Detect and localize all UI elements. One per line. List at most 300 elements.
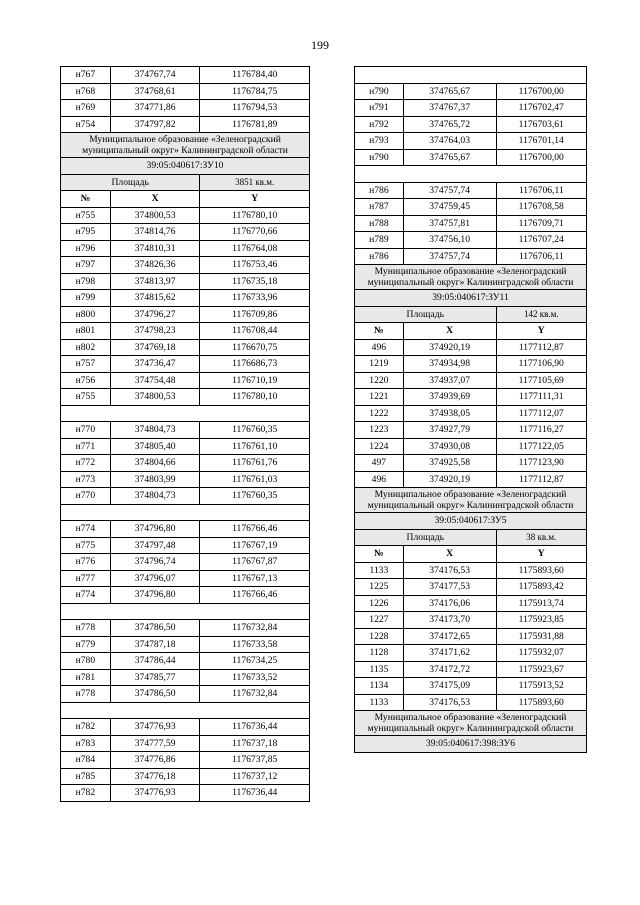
table-row — [355, 422, 587, 439]
header-y: Y — [496, 323, 586, 340]
point-number: 1223 — [355, 422, 404, 439]
point-number: 1219 — [355, 356, 404, 373]
coord-x: 374771,86 — [110, 100, 200, 117]
coord-y: 1176767,19 — [200, 537, 310, 554]
blank-separator-row — [61, 504, 310, 521]
coord-y: 1176733,52 — [200, 669, 310, 686]
coord-y: 1176732,84 — [200, 620, 310, 637]
table-row — [355, 83, 587, 100]
point-number: н784 — [61, 752, 111, 769]
point-number: н792 — [355, 116, 404, 133]
table-row — [355, 100, 587, 117]
table-header-row — [355, 323, 587, 340]
coord-y: 1176701,14 — [496, 133, 586, 150]
municipality-title-row — [355, 488, 587, 513]
coord-y: 1176761,76 — [200, 455, 310, 472]
point-number: н778 — [61, 620, 111, 637]
coord-y: 1175913,74 — [496, 595, 586, 612]
table-row — [61, 570, 310, 587]
coord-x: 374176,06 — [403, 595, 496, 612]
area-value: 3851 кв.м. — [200, 174, 310, 191]
area-value: 142 кв.м. — [496, 306, 586, 323]
table-header-row — [61, 191, 310, 208]
coord-x: 374177,53 — [403, 579, 496, 596]
coord-y: 1176760,35 — [200, 488, 310, 505]
table-row — [355, 645, 587, 662]
coord-x: 374804,66 — [110, 455, 200, 472]
coord-y: 1176766,46 — [200, 521, 310, 538]
coord-x: 374803,99 — [110, 471, 200, 488]
point-number: 1225 — [355, 579, 404, 596]
coord-y: 1176767,87 — [200, 554, 310, 571]
coordinates-table — [60, 66, 310, 802]
point-number: н801 — [61, 323, 111, 340]
coord-x: 374786,50 — [110, 620, 200, 637]
coord-x: 374176,53 — [403, 694, 496, 711]
table-row — [355, 405, 587, 422]
point-number: н778 — [61, 686, 111, 703]
table-row — [61, 422, 310, 439]
coord-y: 1176735,18 — [200, 273, 310, 290]
table-row — [355, 248, 587, 265]
table-row — [61, 323, 310, 340]
coord-x: 374767,37 — [403, 100, 496, 117]
coord-y: 1177112,87 — [496, 471, 586, 488]
point-number: н754 — [61, 116, 111, 133]
coord-x: 374736,47 — [110, 356, 200, 373]
coord-x: 374930,08 — [403, 438, 496, 455]
point-number: 1222 — [355, 405, 404, 422]
point-number: н755 — [61, 389, 111, 406]
coord-y: 1176709,71 — [496, 215, 586, 232]
blank-separator-row — [355, 67, 587, 84]
table-row — [61, 669, 310, 686]
coord-x: 374925,58 — [403, 455, 496, 472]
point-number: н777 — [61, 570, 111, 587]
table-row — [61, 372, 310, 389]
coord-x: 374777,59 — [110, 735, 200, 752]
blank-separator-row — [355, 166, 587, 183]
coord-x: 374776,93 — [110, 785, 200, 802]
coord-y: 1176700,00 — [496, 83, 586, 100]
coord-x: 374796,80 — [110, 587, 200, 604]
point-number: н789 — [355, 232, 404, 249]
table-row — [355, 389, 587, 406]
coord-x: 374939,69 — [403, 389, 496, 406]
table-row — [61, 207, 310, 224]
coord-x: 374776,18 — [110, 768, 200, 785]
area-label: Площадь — [61, 174, 200, 191]
point-number: 1220 — [355, 372, 404, 389]
table-row — [61, 389, 310, 406]
point-number: н786 — [355, 182, 404, 199]
coord-x: 374937,07 — [403, 372, 496, 389]
coord-x: 374765,72 — [403, 116, 496, 133]
cadastre-number: 39:05:040617:398:ЗУ6 — [355, 736, 587, 753]
point-number: н791 — [355, 100, 404, 117]
coord-x: 374786,50 — [110, 686, 200, 703]
coord-x: 374826,36 — [110, 257, 200, 274]
table-row — [355, 471, 587, 488]
coord-y: 1176733,96 — [200, 290, 310, 307]
point-number: н797 — [61, 257, 111, 274]
header-x: X — [110, 191, 200, 208]
coord-y: 1177112,07 — [496, 405, 586, 422]
table-row — [355, 356, 587, 373]
coord-x: 374765,67 — [403, 149, 496, 166]
point-number: н755 — [61, 207, 111, 224]
coord-x: 374813,97 — [110, 273, 200, 290]
blank-separator-row — [61, 603, 310, 620]
table-row — [355, 133, 587, 150]
coord-y: 1176732,84 — [200, 686, 310, 703]
coord-y: 1176737,18 — [200, 735, 310, 752]
point-number: н790 — [355, 149, 404, 166]
coord-y: 1176707,24 — [496, 232, 586, 249]
coord-y: 1176784,75 — [200, 83, 310, 100]
table-row — [61, 438, 310, 455]
cadastre-number-row — [61, 158, 310, 175]
table-row — [61, 719, 310, 736]
coord-y: 1175931,88 — [496, 628, 586, 645]
municipality-title: Муниципальное образование «Зеленоградский муниципальный округ» Калининградской области — [355, 488, 587, 513]
point-number: 1135 — [355, 661, 404, 678]
coord-x: 374172,65 — [403, 628, 496, 645]
point-number: н780 — [61, 653, 111, 670]
coord-y: 1176781,89 — [200, 116, 310, 133]
area-value: 38 кв.м. — [496, 529, 586, 546]
point-number: н799 — [61, 290, 111, 307]
table-row — [355, 215, 587, 232]
coord-x: 374176,53 — [403, 562, 496, 579]
coord-x: 374785,77 — [110, 669, 200, 686]
header-x: X — [403, 323, 496, 340]
table-row — [61, 455, 310, 472]
blank-cell — [61, 702, 310, 719]
coord-y: 1176733,58 — [200, 636, 310, 653]
coord-x: 374769,18 — [110, 339, 200, 356]
area-label: Площадь — [355, 306, 497, 323]
point-number: 1226 — [355, 595, 404, 612]
coord-y: 1177116,27 — [496, 422, 586, 439]
municipality-title-row — [61, 133, 310, 158]
coordinates-table-left — [60, 66, 310, 802]
coord-x: 374787,18 — [110, 636, 200, 653]
table-row — [355, 438, 587, 455]
table-row — [61, 356, 310, 373]
point-number: н779 — [61, 636, 111, 653]
coord-x: 374796,07 — [110, 570, 200, 587]
point-number: 497 — [355, 455, 404, 472]
area-label: Площадь — [355, 529, 497, 546]
point-number: н774 — [61, 521, 111, 538]
table-row — [61, 554, 310, 571]
point-number: 1227 — [355, 612, 404, 629]
table-row — [355, 678, 587, 695]
coord-y: 1176784,40 — [200, 67, 310, 84]
table-row — [355, 199, 587, 216]
coord-x: 374175,09 — [403, 678, 496, 695]
coord-x: 374798,23 — [110, 323, 200, 340]
coord-x: 374776,93 — [110, 719, 200, 736]
point-number: н786 — [355, 248, 404, 265]
table-row — [61, 116, 310, 133]
point-number: н790 — [355, 83, 404, 100]
cadastre-number: 39:05:040617:ЗУ10 — [61, 158, 310, 175]
municipality-title: Муниципальное образование «Зеленоградский муниципальный округ» Калининградской области — [355, 265, 587, 290]
point-number: н788 — [355, 215, 404, 232]
coord-x: 374171,62 — [403, 645, 496, 662]
coord-x: 374810,31 — [110, 240, 200, 257]
point-number: н798 — [61, 273, 111, 290]
coord-x: 374797,82 — [110, 116, 200, 133]
blank-cell — [61, 405, 310, 422]
coord-x: 374172,72 — [403, 661, 496, 678]
header-number: № — [355, 323, 404, 340]
coord-x: 374804,73 — [110, 422, 200, 439]
coord-y: 1175893,60 — [496, 694, 586, 711]
point-number: н781 — [61, 669, 111, 686]
point-number: н782 — [61, 719, 111, 736]
coord-y: 1176703,61 — [496, 116, 586, 133]
coord-y: 1176709,86 — [200, 306, 310, 323]
point-number: 496 — [355, 339, 404, 356]
municipality-title-row — [355, 265, 587, 290]
coord-x: 374800,53 — [110, 389, 200, 406]
coord-x: 374805,40 — [110, 438, 200, 455]
table-row — [355, 562, 587, 579]
point-number: 1221 — [355, 389, 404, 406]
coord-y: 1176670,75 — [200, 339, 310, 356]
blank-separator-row — [61, 702, 310, 719]
table-row — [61, 273, 310, 290]
blank-cell — [61, 504, 310, 521]
point-number: н782 — [61, 785, 111, 802]
point-number: 1128 — [355, 645, 404, 662]
coord-y: 1175893,60 — [496, 562, 586, 579]
coord-y: 1176764,08 — [200, 240, 310, 257]
table-row — [61, 306, 310, 323]
header-number: № — [61, 191, 111, 208]
table-row — [355, 455, 587, 472]
point-number: н795 — [61, 224, 111, 241]
coord-x: 374757,81 — [403, 215, 496, 232]
table-row — [61, 686, 310, 703]
coord-y: 1177111,31 — [496, 389, 586, 406]
coord-x: 374796,80 — [110, 521, 200, 538]
cadastre-number-row — [355, 513, 587, 530]
coord-y: 1176794,53 — [200, 100, 310, 117]
coord-x: 374796,74 — [110, 554, 200, 571]
table-row — [355, 628, 587, 645]
coord-y: 1175932,07 — [496, 645, 586, 662]
table-row — [61, 768, 310, 785]
table-row — [61, 587, 310, 604]
table-row — [61, 752, 310, 769]
point-number: н768 — [61, 83, 111, 100]
point-number: н770 — [61, 488, 111, 505]
table-row — [355, 595, 587, 612]
table-row — [61, 339, 310, 356]
area-row — [61, 174, 310, 191]
municipality-title: Муниципальное образование «Зеленоградский муниципальный округ» Калининградской области — [61, 133, 310, 158]
point-number: н774 — [61, 587, 111, 604]
point-number: н769 — [61, 100, 111, 117]
table-row — [355, 661, 587, 678]
coord-x: 374938,05 — [403, 405, 496, 422]
coord-x: 374800,53 — [110, 207, 200, 224]
table-row — [61, 488, 310, 505]
point-number: н785 — [61, 768, 111, 785]
table-row — [355, 694, 587, 711]
point-number: н773 — [61, 471, 111, 488]
coord-y: 1176734,25 — [200, 653, 310, 670]
header-y: Y — [496, 546, 586, 563]
point-number: 496 — [355, 471, 404, 488]
table-row — [61, 240, 310, 257]
table-row — [61, 785, 310, 802]
point-number: н783 — [61, 735, 111, 752]
coord-x: 374173,70 — [403, 612, 496, 629]
coord-y: 1176700,00 — [496, 149, 586, 166]
coord-y: 1176708,44 — [200, 323, 310, 340]
blank-separator-row — [61, 405, 310, 422]
coord-x: 374776,86 — [110, 752, 200, 769]
cadastre-number-row — [355, 736, 587, 753]
coord-x: 374814,76 — [110, 224, 200, 241]
point-number: н771 — [61, 438, 111, 455]
coord-y: 1176736,44 — [200, 719, 310, 736]
coordinates-table — [354, 66, 587, 753]
coord-y: 1177105,69 — [496, 372, 586, 389]
blank-cell — [61, 603, 310, 620]
coord-y: 1176780,10 — [200, 207, 310, 224]
coord-y: 1175893,42 — [496, 579, 586, 596]
coord-y: 1176736,44 — [200, 785, 310, 802]
coordinates-table-right — [354, 66, 587, 753]
blank-cell — [355, 67, 587, 84]
cadastre-number: 39:05:040617:ЗУ5 — [355, 513, 587, 530]
coord-y: 1176710,19 — [200, 372, 310, 389]
point-number: н767 — [61, 67, 111, 84]
table-row — [355, 339, 587, 356]
page-number: 199 — [311, 38, 329, 52]
coord-y: 1176702,47 — [496, 100, 586, 117]
table-row — [355, 149, 587, 166]
municipality-title-row — [355, 711, 587, 736]
table-header-row — [355, 546, 587, 563]
coord-y: 1176761,10 — [200, 438, 310, 455]
cadastre-number: 39:05:040617:ЗУ11 — [355, 290, 587, 307]
coord-y: 1176761,03 — [200, 471, 310, 488]
table-row — [355, 182, 587, 199]
coord-x: 374797,48 — [110, 537, 200, 554]
coord-y: 1175923,85 — [496, 612, 586, 629]
point-number: н756 — [61, 372, 111, 389]
coord-y: 1177106,90 — [496, 356, 586, 373]
table-row — [61, 100, 310, 117]
header-y: Y — [200, 191, 310, 208]
coord-y: 1176706,11 — [496, 182, 586, 199]
point-number: н787 — [355, 199, 404, 216]
coord-y: 1176753,46 — [200, 257, 310, 274]
coord-y: 1176708,58 — [496, 199, 586, 216]
point-number: н793 — [355, 133, 404, 150]
header-number: № — [355, 546, 404, 563]
table-row — [61, 620, 310, 637]
header-x: X — [403, 546, 496, 563]
coord-x: 374767,74 — [110, 67, 200, 84]
point-number: н800 — [61, 306, 111, 323]
table-row — [61, 471, 310, 488]
coord-y: 1175913,52 — [496, 678, 586, 695]
point-number: 1228 — [355, 628, 404, 645]
area-row — [355, 306, 587, 323]
point-number: н757 — [61, 356, 111, 373]
coord-x: 374757,74 — [403, 248, 496, 265]
point-number: 1224 — [355, 438, 404, 455]
coord-x: 374759,45 — [403, 199, 496, 216]
coord-x: 374754,48 — [110, 372, 200, 389]
blank-cell — [355, 166, 587, 183]
area-row — [355, 529, 587, 546]
table-row — [61, 290, 310, 307]
coord-x: 374927,79 — [403, 422, 496, 439]
coord-y: 1176770,66 — [200, 224, 310, 241]
point-number: н770 — [61, 422, 111, 439]
coord-x: 374920,19 — [403, 339, 496, 356]
table-row — [61, 224, 310, 241]
coord-y: 1176767,13 — [200, 570, 310, 587]
table-row — [61, 67, 310, 84]
point-number: 1134 — [355, 678, 404, 695]
cadastre-number-row — [355, 290, 587, 307]
point-number: н802 — [61, 339, 111, 356]
coord-y: 1176737,85 — [200, 752, 310, 769]
coord-x: 374796,27 — [110, 306, 200, 323]
point-number: н775 — [61, 537, 111, 554]
table-row — [355, 116, 587, 133]
table-row — [61, 83, 310, 100]
coord-x: 374764,03 — [403, 133, 496, 150]
table-row — [61, 636, 310, 653]
coord-y: 1176686,73 — [200, 356, 310, 373]
point-number: 1133 — [355, 562, 404, 579]
table-row — [61, 653, 310, 670]
coord-y: 1176706,11 — [496, 248, 586, 265]
coord-x: 374920,19 — [403, 471, 496, 488]
coord-y: 1176766,46 — [200, 587, 310, 604]
table-row — [355, 579, 587, 596]
coord-y: 1177112,87 — [496, 339, 586, 356]
table-row — [61, 735, 310, 752]
coord-x: 374804,73 — [110, 488, 200, 505]
coord-y: 1176760,35 — [200, 422, 310, 439]
coord-y: 1176780,10 — [200, 389, 310, 406]
coord-x: 374786,44 — [110, 653, 200, 670]
coord-x: 374934,98 — [403, 356, 496, 373]
table-row — [61, 257, 310, 274]
coord-x: 374757,74 — [403, 182, 496, 199]
table-row — [355, 372, 587, 389]
table-row — [61, 521, 310, 538]
point-number: н772 — [61, 455, 111, 472]
coord-y: 1177123,90 — [496, 455, 586, 472]
table-row — [355, 612, 587, 629]
municipality-title: Муниципальное образование «Зеленоградский муниципальный округ» Калининградской области — [355, 711, 587, 736]
coord-y: 1177122,05 — [496, 438, 586, 455]
coord-x: 374765,67 — [403, 83, 496, 100]
